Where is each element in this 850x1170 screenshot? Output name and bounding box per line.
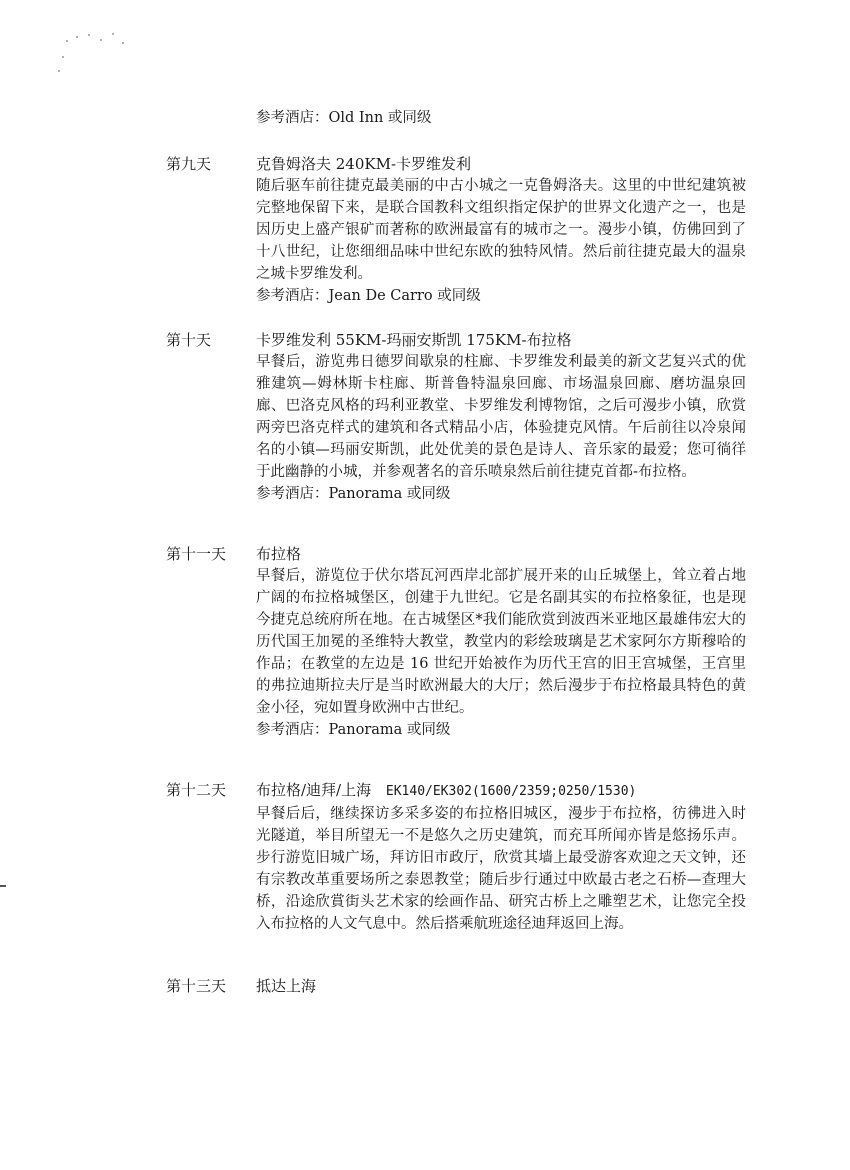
day-title: 抵达上海 [256,977,317,995]
day-title: 卡罗维发利 55KM-玛丽安斯凯 175KM-布拉格 [256,331,572,349]
day-label: 第九天 [166,155,212,173]
day-label: 第十天 [166,331,212,349]
flight-info: EK140/EK302(1600/2359;0250/1530) [385,784,637,799]
day-description: 早餐后后，继续探访多采多姿的布拉格旧城区，漫步于布拉格，彷彿进入时光隧道，举目所望无一不是悠久之历史建筑，而充耳所闻亦皆是悠扬乐声。步行游览旧城广场，拜访旧市政厅，欣赏其墙上最受游客欢迎之天文钟，还有宗教改革重要场所之泰恩教堂；随后步行通过中欧最古老之石桥—查理大桥，沿途欣賞街头艺术家的绘画作品、研究古桥上之雕塑艺术，让您完全投入布拉格的人文气息中。然后搭乘航班途径迪拜返回上海。 [256,806,746,932]
scan-noise [62,30,142,80]
day-label: 第十一天 [166,545,227,563]
day-title-row [256,779,746,803]
day-title: 布拉格 [256,545,302,563]
previous-day-hotel: 参考酒店：Old Inn 或同级 [256,110,432,126]
day-label: 第十三天 [166,977,227,995]
day-content [256,543,746,741]
day-hotel: 参考酒店：Jean De Carro 或同级 [256,288,481,304]
day-content [256,779,746,935]
day-title: 布拉格/迪拜/上海 [256,781,372,799]
day-description: 早餐后，游览弗日德罗间歇泉的柱廊、卡罗维发利最美的新文艺复兴式的优雅建筑—姆林斯卡柱廊、斯普鲁特温泉回廊、市场温泉回廊、磨坊温泉回廊、巴洛克风格的玛利亚教堂、卡罗维发利博物馆，之后可漫步小镇，欣赏两旁巴洛克样式的建筑和各式精品小店，体验捷克风情。午后前往以冷泉闻名的小镇—玛丽安斯凯，此处优美的景色是诗人、音乐家的最爱；您可徜徉于此幽静的小城，并参观著名的音乐喷泉然后前往捷克首都-布拉格。 [256,354,746,480]
day-hotel: 参考酒店：Panorama 或同级 [256,486,451,502]
day-content [256,153,746,307]
day-content [256,329,746,505]
day-title: 克鲁姆洛夫 240KM-卡罗维发利 [256,155,472,173]
day-description: 随后驱车前往捷克最美丽的中古小城之一克鲁姆洛夫。这里的中世纪建筑被完整地保留下来，是联合国教科文组织指定保护的世界文化遗产之一，也是因历史上盛产银矿而著称的欧洲最富有的城市之一。漫步小镇，仿佛回到了十八世纪，让您细细品味中世纪东欧的独特风情。然后前往捷克最大的温泉之城卡罗维发利。 [256,178,746,282]
day-hotel: 参考酒店：Panorama 或同级 [256,722,451,738]
day-description: 早餐后，游览位于伏尔塔瓦河西岸北部扩展开来的山丘城堡上，耸立着占地广阔的布拉格城堡区，创建于九世纪。它是名副其实的布拉格象征，也是现今捷克总统府所在地。在古城堡区*我们能欣赏到波西米亚地区最雄伟宏大的历代国王加冕的圣维特大教堂，教堂内的彩绘玻璃是艺术家阿尔方斯穆哈的作品；在教堂的左边是 16 世纪开始被作为历代王宫的旧王宫城堡，王宫里的弗拉迪斯拉夫厅是当时欧洲最大的大厅；然后漫步于布拉格最具特色的黄金小径，宛如置身欧洲中古世纪。 [256,568,746,716]
page-edge-mark [0,885,6,887]
day-content [256,975,746,997]
day-label: 第十二天 [166,781,227,799]
